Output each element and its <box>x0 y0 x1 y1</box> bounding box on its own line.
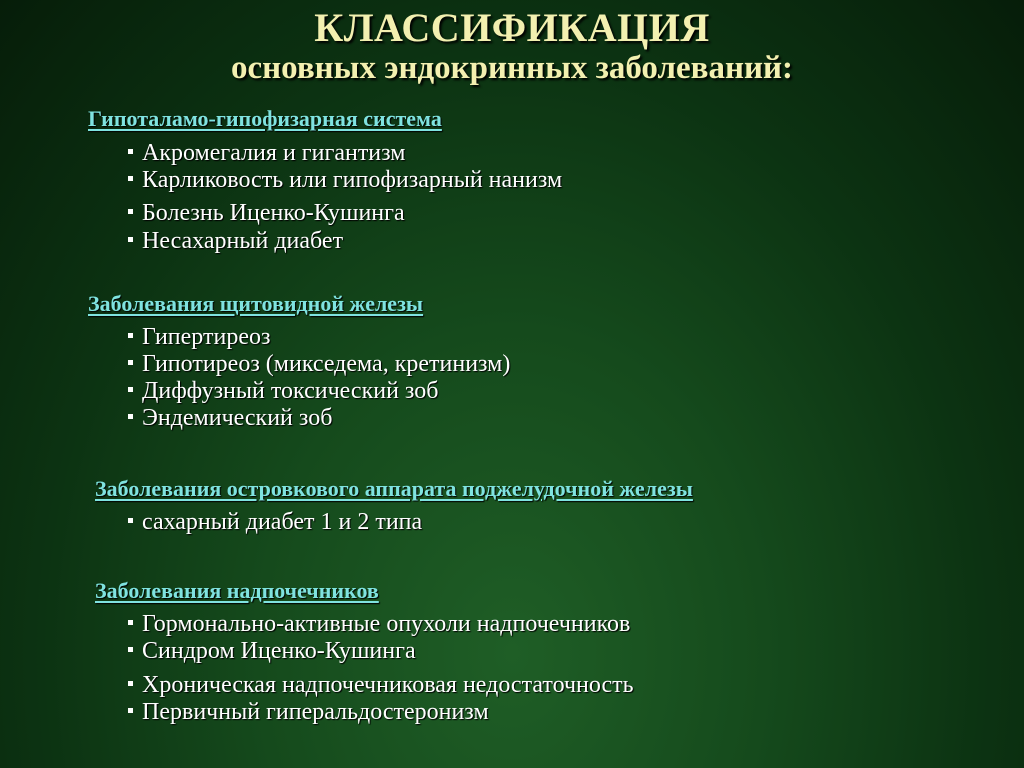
list-item: Акромегалия и гигантизм <box>128 140 405 167</box>
bullet-icon <box>128 681 133 686</box>
list-item: Несахарный диабет <box>128 228 343 255</box>
bullet-icon <box>128 333 133 338</box>
list-item: Гипертиреоз <box>128 324 270 351</box>
list-item: Гормонально-активные опухоли надпочечников <box>128 611 630 638</box>
bullet-icon <box>128 620 133 625</box>
list-item: Эндемический зоб <box>128 405 332 432</box>
list-item: Болезнь Иценко-Кушинга <box>128 200 405 227</box>
bullet-icon <box>128 708 133 713</box>
list-item: Диффузный токсический зоб <box>128 378 438 405</box>
bullet-icon <box>128 176 133 181</box>
list-item: Карликовость или гипофизарный нанизм <box>128 167 562 194</box>
bullet-icon <box>128 647 133 652</box>
list-item: Первичный гиперальдостеронизм <box>128 699 489 726</box>
bullet-icon <box>128 237 133 242</box>
section-heading-adrenal: Заболевания надпочечников <box>95 578 379 603</box>
list-item: Гипотиреоз (микседема, кретинизм) <box>128 351 510 378</box>
slide-title: КЛАССИФИКАЦИЯ <box>314 5 710 50</box>
section-heading-thyroid: Заболевания щитовидной железы <box>88 291 424 316</box>
list-item: Хроническая надпочечниковая недостаточность <box>128 672 634 699</box>
section-heading-hypothalamic: Гипоталамо-гипофизарная система <box>88 106 442 131</box>
list-item: сахарный диабет 1 и 2 типа <box>128 509 422 536</box>
bullet-icon <box>128 387 133 392</box>
bullet-icon <box>128 149 133 154</box>
bullet-icon <box>128 209 133 214</box>
bullet-icon <box>128 414 133 419</box>
slide-subtitle: основных эндокринных заболеваний: <box>231 50 793 86</box>
bullet-icon <box>128 518 133 523</box>
bullet-icon <box>128 360 133 365</box>
section-heading-pancreas: Заболевания островкового аппарата поджелудочной железы <box>95 476 693 501</box>
list-item: Синдром Иценко-Кушинга <box>128 638 416 665</box>
